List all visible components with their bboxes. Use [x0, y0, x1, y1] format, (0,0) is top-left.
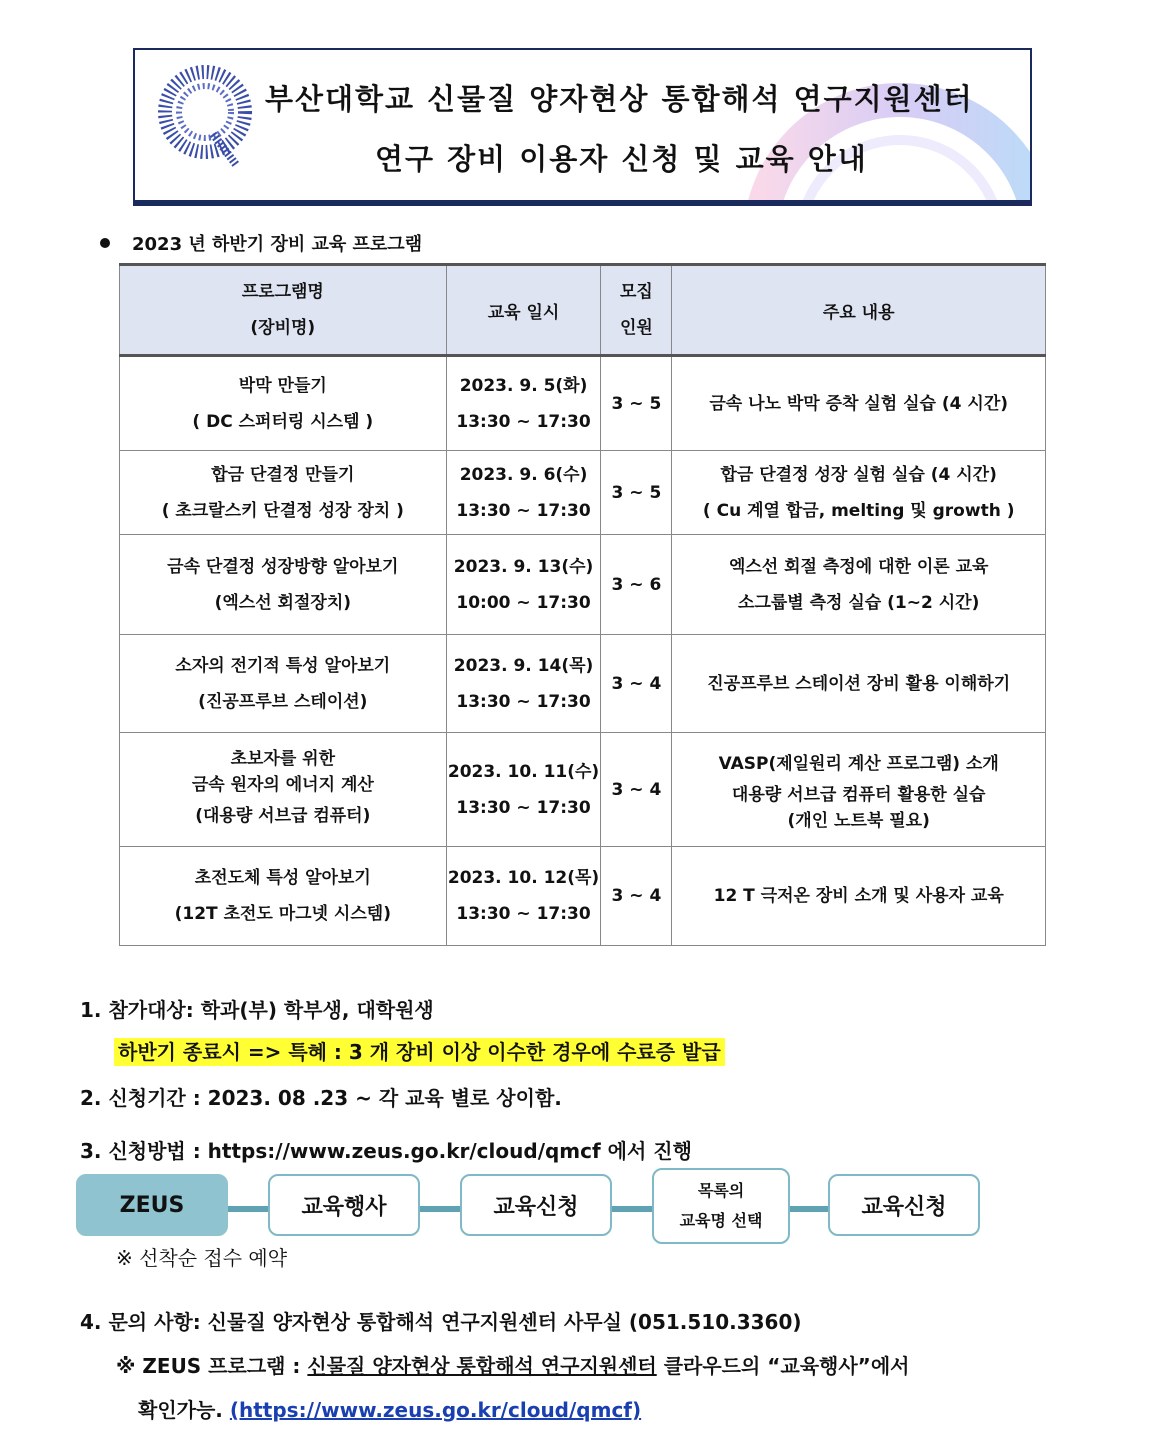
program-date: 2023. 10. 12(목) 13:30 ~ 17:30	[446, 847, 601, 946]
zeus-program-note: ※ ZEUS 프로그램 : 신물질 양자현상 통합해석 연구지원센터 클라우드의 “교육행사”에서	[116, 1354, 910, 1378]
program-content: 12 T 극저온 장비 소개 및 사용자 교육	[672, 847, 1046, 946]
item-period: 2. 신청기간 : 2023. 08 .23 ~ 각 교육 별로 상이함.	[80, 1086, 562, 1110]
header-date: 교육 일시	[446, 265, 601, 356]
bullet-icon	[100, 238, 110, 248]
program-content: 진공프루브 스테이션 장비 활용 이해하기	[672, 635, 1046, 733]
program-name: 초보자를 위한 금속 원자의 에너지 계산 (대용량 서브급 컴퓨터)	[120, 733, 447, 847]
table-row	[120, 635, 1046, 733]
flow-connector	[420, 1206, 460, 1212]
flow-step-event: 교육행사	[268, 1174, 420, 1236]
header-content: 주요 내용	[672, 265, 1046, 356]
program-content: 엑스선 회절 측정에 대한 이론 교육 소그룹별 측정 실습 (1~2 시간)	[672, 535, 1046, 635]
item-eligibility-highlight: 하반기 종료시 => 특혜 : 3 개 장비 이상 이수한 경우에 수료증 발급	[114, 1036, 725, 1065]
confirm-line: 확인가능. (https://www.zeus.go.kr/cloud/qmcf)	[138, 1398, 642, 1422]
reservation-note: ※ 선착순 접수 예약	[116, 1246, 288, 1270]
item-eligibility: 1. 참가대상: 학과(부) 학부생, 대학원생	[80, 998, 434, 1022]
program-count: 3 ~ 6	[601, 535, 672, 635]
header-count: 모집 인원	[601, 265, 672, 356]
program-date: 2023. 9. 13(수) 10:00 ~ 17:30	[446, 535, 601, 635]
flow-connector	[228, 1206, 268, 1212]
item-contact: 4. 문의 사항: 신물질 양자현상 통합해석 연구지원센터 사무실 (051.510.3360)	[80, 1310, 802, 1334]
header-program: 프로그램명 (장비명)	[120, 265, 447, 356]
table-row	[120, 733, 1046, 847]
table-row	[120, 847, 1046, 946]
program-name: 박막 만들기 ( DC 스퍼터링 시스템 )	[120, 356, 447, 451]
program-content: VASP(제일원리 계산 프로그램) 소개 대용량 서브급 컴퓨터 활용한 실습 (개인 노트북 필요)	[672, 733, 1046, 847]
flow-step-select: 목록의 교육명 선택	[652, 1168, 790, 1244]
program-content: 금속 나노 박막 증착 실험 실습 (4 시간)	[672, 356, 1046, 451]
program-date: 2023. 9. 14(목) 13:30 ~ 17:30	[446, 635, 601, 733]
rainbow-arc-decoration	[720, 48, 1032, 206]
zeus-url-link[interactable]: (https://www.zeus.go.kr/cloud/qmcf)	[229, 1398, 642, 1422]
program-count: 3 ~ 5	[601, 451, 672, 535]
header-subtitle: 연구 장비 이용자 신청 및 교육 안내	[375, 142, 868, 176]
table-row	[120, 356, 1046, 451]
flow-step-apply: 교육신청	[460, 1174, 612, 1236]
program-count: 3 ~ 4	[601, 635, 672, 733]
program-name: 합금 단결정 만들기 ( 초크랄스키 단결정 성장 장치 )	[120, 451, 447, 535]
q-logo	[155, 62, 255, 172]
section-heading: 2023 년 하반기 장비 교육 프로그램	[100, 230, 422, 256]
flow-step-zeus: ZEUS	[76, 1174, 228, 1236]
program-date: 2023. 9. 6(수) 13:30 ~ 17:30	[446, 451, 601, 535]
program-count: 3 ~ 4	[601, 847, 672, 946]
program-date: 2023. 10. 11(수) 13:30 ~ 17:30	[446, 733, 601, 847]
flow-step-submit: 교육신청	[828, 1174, 980, 1236]
program-table	[119, 263, 1046, 946]
program-count: 3 ~ 4	[601, 733, 672, 847]
header-title: 부산대학교 신물질 양자현상 통합해석 연구지원센터	[265, 82, 974, 116]
program-name: 금속 단결정 성장방향 알아보기 (엑스선 회절장치)	[120, 535, 447, 635]
item-method: 3. 신청방법 : https://www.zeus.go.kr/cloud/qmcf 에서 진행	[80, 1139, 692, 1163]
table-row	[120, 535, 1046, 635]
flow-connector	[612, 1206, 652, 1212]
table-row	[120, 451, 1046, 535]
table-header-row	[120, 265, 1046, 356]
center-name-link[interactable]: 신물질 양자현상 통합해석 연구지원센터	[307, 1354, 657, 1378]
program-count: 3 ~ 5	[601, 356, 672, 451]
program-name: 소자의 전기적 특성 알아보기 (진공프루브 스테이션)	[120, 635, 447, 733]
flow-connector	[790, 1206, 828, 1212]
program-name: 초전도체 특성 알아보기 (12T 초전도 마그넷 시스템)	[120, 847, 447, 946]
program-date: 2023. 9. 5(화) 13:30 ~ 17:30	[446, 356, 601, 451]
header-banner	[133, 48, 1032, 206]
program-content: 합금 단결정 성장 실험 실습 (4 시간) ( Cu 계열 합금, melting 및 growth )	[672, 451, 1046, 535]
